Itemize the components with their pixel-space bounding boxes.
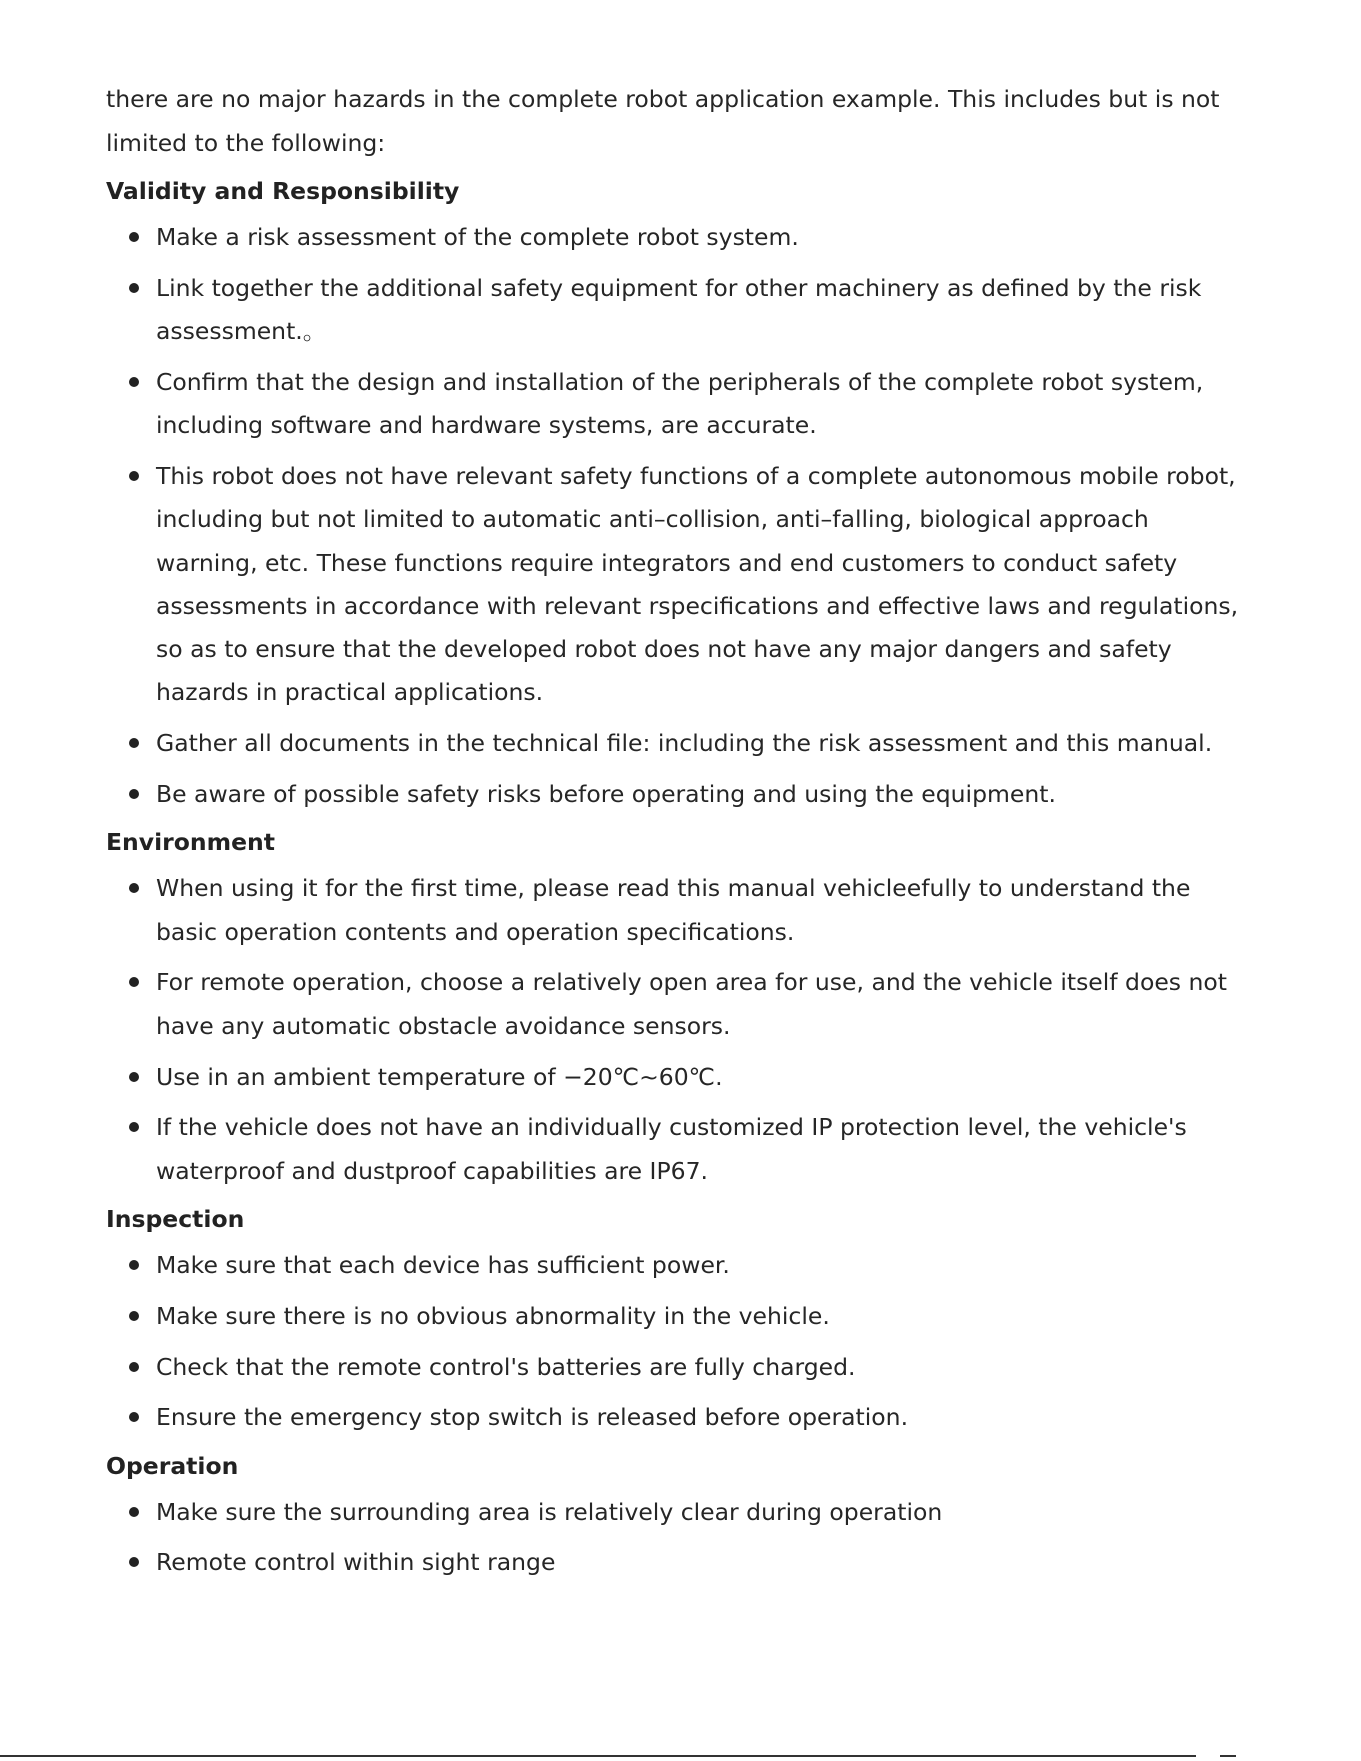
bullet-icon — [129, 283, 139, 293]
list-item-text: Make sure the surrounding area is relatively clear during operation — [156, 1497, 943, 1526]
list-item — [106, 216, 1256, 259]
list-item-text: Gather all documents in the technical file: including the risk assessment and this manual. — [156, 729, 1213, 758]
list-item-text: Be aware of possible safety risks before operating and using the equipment. — [156, 780, 1056, 809]
list-item-text: If the vehicle does not have an individually customized IP protection level, the vehicle's waterproof and dustproof capabilities are IP67. — [156, 1113, 1187, 1185]
list-item-text: Make sure that each device has sufficient power. — [156, 1250, 730, 1279]
document-page — [106, 78, 1256, 1592]
list-item-text: Ensure the emergency stop switch is released before operation. — [156, 1403, 909, 1432]
bullet-icon — [129, 1362, 139, 1372]
bullet-icon — [129, 738, 139, 748]
list-item-text: Make a risk assessment of the complete robot system. — [156, 223, 799, 251]
section-heading-validity: Validity and Responsibility — [106, 177, 460, 205]
bullet-icon — [129, 1507, 139, 1517]
list-item — [106, 267, 1256, 354]
validity-list — [106, 216, 1256, 816]
bullet-icon — [129, 1072, 139, 1082]
section-heading-operation: Operation — [106, 1451, 239, 1480]
list-item-text: For remote operation, choose a relatively open area for use, and the vehicle itself does not have any automatic obstacle avoidance sensors. — [156, 968, 1227, 1040]
list-item-text: Link together the additional safety equipment for other machinery as defined by the risk assessment.。 — [156, 273, 1202, 346]
list-item — [106, 867, 1256, 954]
list-item-text: This robot does not have relevant safety functions of a complete autonomous mobile robot, including but not limited to automatic anti–collision, anti–falling, biological approach warning, etc. These functions require integrators and end customers to conduct safety assessments in accordance with relevant rspecifications and effective laws and regulations, so as to ensure that the developed robot does not have any major dangers and safety hazards in practical applications. — [156, 461, 1239, 707]
environment-list — [106, 867, 1256, 1193]
list-item — [106, 1346, 1256, 1389]
list-item-text: Use in an ambient temperature of −20℃~60℃. — [156, 1062, 723, 1091]
bullet-icon — [129, 789, 139, 799]
list-item — [106, 1491, 1256, 1534]
list-item — [106, 361, 1256, 448]
list-item-text: Confirm that the design and installation of the peripherals of the complete robot system, including software and hardware systems, are accurate. — [156, 367, 1204, 440]
page-bottom-divider — [0, 1755, 1196, 1757]
list-item-text: When using it for the first time, please read this manual vehicleefully to understand the basic operation contents and operation specifications. — [156, 874, 1191, 946]
bullet-icon — [129, 377, 139, 387]
list-item-text: Remote control within sight range — [156, 1548, 556, 1577]
list-item — [106, 1056, 1256, 1099]
list-item — [106, 722, 1256, 765]
list-item — [106, 1295, 1256, 1338]
list-item-text: Make sure there is no obvious abnormality in the vehicle. — [156, 1301, 830, 1330]
list-item — [106, 1106, 1256, 1193]
bullet-icon — [129, 977, 139, 987]
bullet-icon — [129, 232, 139, 242]
section-heading-inspection: Inspection — [106, 1204, 245, 1233]
list-item — [106, 1244, 1256, 1287]
section-heading-environment: Environment — [106, 828, 276, 857]
list-item — [106, 1541, 1256, 1584]
bullet-icon — [129, 1260, 139, 1270]
intro-paragraph: there are no major hazards in the complete robot application example. This includes but is not limited to the following: — [106, 85, 1220, 157]
page-bottom-divider-tail — [1220, 1755, 1236, 1757]
bullet-icon — [129, 1557, 139, 1567]
inspection-list — [106, 1244, 1256, 1440]
list-item-text: Check that the remote control's batteries are fully charged. — [156, 1352, 856, 1381]
bullet-icon — [129, 883, 139, 893]
list-item — [106, 455, 1256, 715]
list-item — [106, 961, 1256, 1048]
bullet-icon — [129, 1412, 139, 1422]
operation-list — [106, 1491, 1256, 1585]
bullet-icon — [129, 1311, 139, 1321]
bullet-icon — [129, 471, 139, 481]
list-item — [106, 1396, 1256, 1439]
list-item — [106, 773, 1256, 816]
bullet-icon — [129, 1122, 139, 1132]
